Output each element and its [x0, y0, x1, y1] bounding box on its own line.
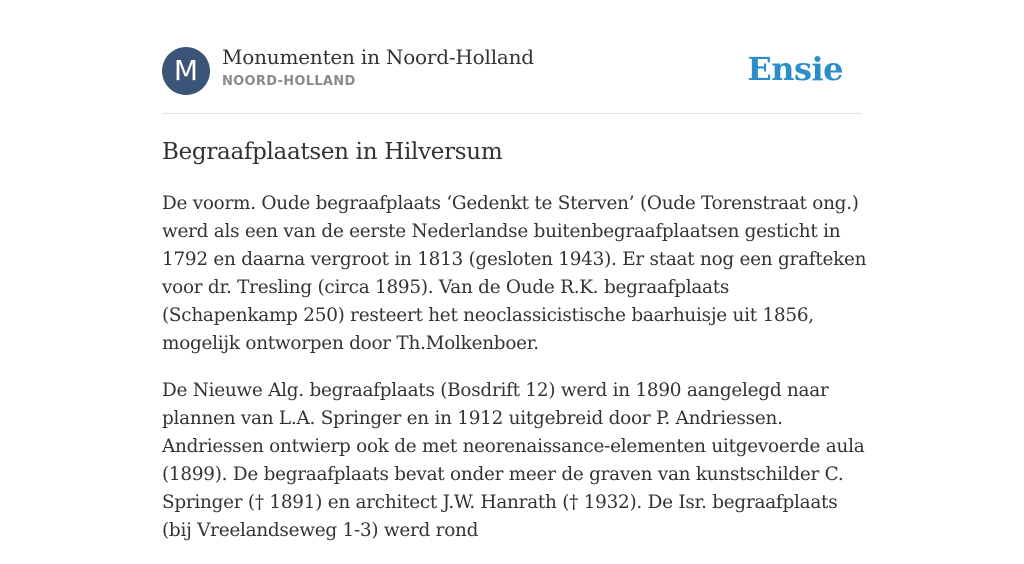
- header: [162, 0, 862, 114]
- avatar[interactable]: M: [162, 47, 210, 95]
- article-title: Begraafplaatsen in Hilversum: [162, 139, 503, 165]
- source-subtitle[interactable]: NOORD-HOLLAND: [222, 74, 356, 89]
- paragraph: De Nieuwe Alg. begraafplaats (Bosdrift 12) werd in 1890 aangelegd naar plannen van L.A. Springer en in 1912 uitgebreid door P. Andriessen. Andriessen ontwierp ook de met neorenaissance-elementen uitgevoerde aula (1899). De begraafplaats bevat onder meer de graven van kunstschilder C. Springer († 1891) en architect J.W. Hanrath († 1932). De Isr. begraafplaats (bij Vreelandseweg 1-3) werd rond: [162, 380, 865, 541]
- content-column: [162, 0, 867, 541]
- source-title[interactable]: Monumenten in Noord-Holland: [222, 45, 534, 69]
- article-body: [162, 190, 867, 564]
- brand-logo[interactable]: Ensie: [747, 50, 843, 88]
- paragraph: De voorm. Oude begraafplaats ‘Gedenkt te Sterven’ (Oude Torenstraat ong.) werd als een van de eerste Nederlandse buitenbegraafplaatsen gesticht in 1792 en daarna vergroot in 1813 (gesloten 1943). Er staat nog een grafteken voor dr. Tresling (circa 1895). Van de Oude R.K. begraafplaats (Schapenkamp 250) resteert het neoclassicistische baarhuisje uit 1856, mogelijk ontworpen door Th.Molkenboer.: [162, 193, 867, 354]
